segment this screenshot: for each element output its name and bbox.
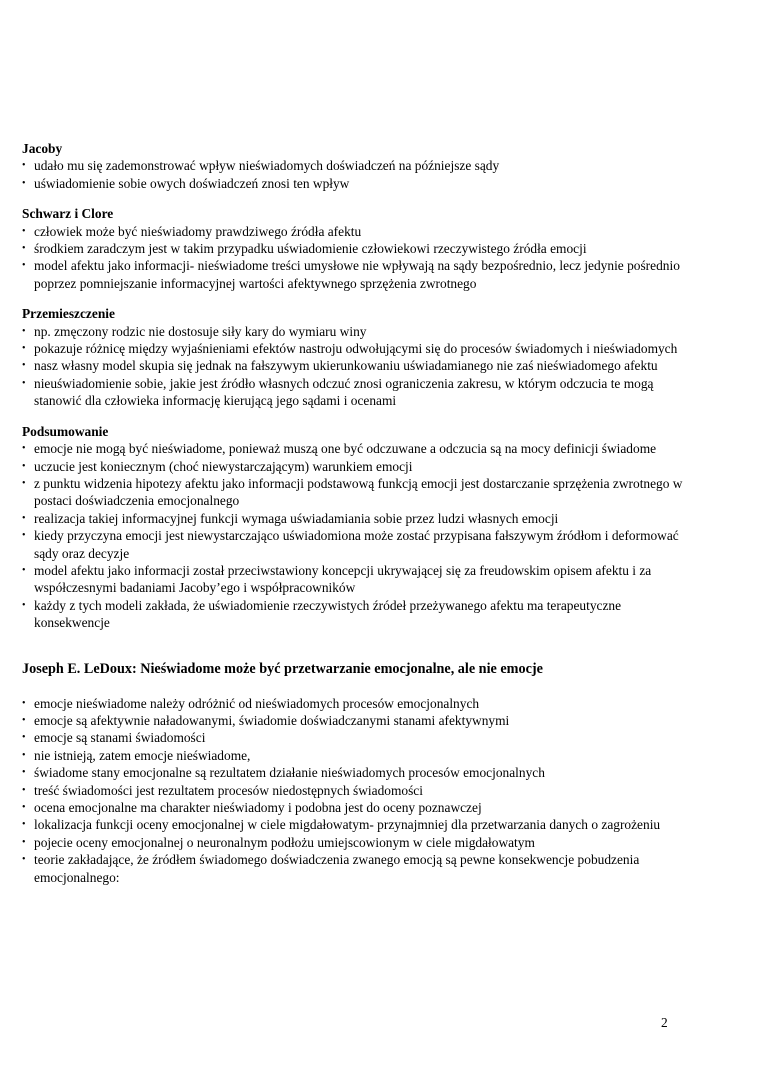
section-jacoby [22, 140, 686, 192]
section-heading: Jacoby [22, 141, 63, 156]
list-item: • lokalizacja funkcji oceny emocjonalnej w ciele migdałowatym- przynajmniej dla przetwarzania danych o zagrożeniu [22, 816, 686, 833]
section-heading: Podsumowanie [22, 423, 109, 439]
bullet-list [22, 223, 686, 293]
list-item: • uświadomienie sobie owych doświadczeń znosi ten wpływ [22, 175, 686, 192]
list-item: • np. zmęczony rodzic nie dostosuje siły kary do wymiaru winy [22, 323, 686, 340]
list-item: • każdy z tych modeli zakłada, że uświadomienie rzeczywistych źródeł przeżywanego afektu ma terapeutyczne konsekwencje [22, 597, 686, 632]
list-item: • emocje są stanami świadomości [22, 729, 686, 746]
list-item: • emocje są afektywnie naładowanymi, świadomie doświadczanymi stanami afektywnymi [22, 712, 686, 729]
bullet-list [22, 157, 686, 192]
list-item: • uczucie jest koniecznym (choć niewystarczającym) warunkiem emocji [22, 458, 686, 475]
bullet-list [22, 323, 686, 410]
page-body [22, 140, 686, 886]
list-item: • ocena emocjonalne ma charakter nieświadomy i podobna jest do oceny poznawczej [22, 799, 686, 816]
list-item: • nasz własny model skupia się jednak na fałszywym ukierunkowaniu uświadamianego nie zaś nieświadomego afektu [22, 357, 686, 374]
list-item: • nie istnieją, zatem emocje nieświadome, [22, 747, 686, 764]
list-item: • pokazuje różnicę między wyjaśnieniami efektów nastroju odwołującymi się do procesów świadomych i nieświadomych [22, 340, 686, 357]
list-item: • teorie zakładające, że źródłem świadomego doświadczenia zwanego emocją są pewne konsekwencje pobudzenia emocjonalnego: [22, 851, 686, 886]
section-schwarz-clore [22, 205, 686, 292]
list-item: • świadome stany emocjonalne są rezultatem działanie nieświadomych procesów emocjonalnych [22, 764, 686, 781]
list-item: • model afektu jako informacji został przeciwstawiony koncepcji ukrywającej się za freudowskim opisem afektu i za współczesnymi badaniami Jacoby’ego i współpracowników [22, 562, 686, 597]
list-item: • treść świadomości jest rezultatem procesów niedostępnych świadomości [22, 782, 686, 799]
section-heading: Schwarz i Clore [22, 206, 114, 222]
list-item: • kiedy przyczyna emocji jest niewystarczająco uświadomiona może zostać przypisana fałszywym źródłom i deformować sądy oraz decyzje [22, 527, 686, 562]
list-item: • realizacja takiej informacyjnej funkcji wymaga uświadamiania sobie przez ludzi własnych emocji [22, 510, 686, 527]
ledoux-section-title: Joseph E. LeDoux: Nieświadome może być przetwarzanie emocjonalne, ale nie emocje [22, 660, 543, 677]
list-item: • emocje nieświadome należy odróżnić od nieświadomych procesów emocjonalnych [22, 695, 686, 712]
list-item: • człowiek może być nieświadomy prawdziwego źródła afektu [22, 223, 686, 240]
list-item: • nieuświadomienie sobie, jakie jest źródło własnych odczuć znosi ograniczenia zakresu, w którym odczucia te mogą stanowić dla człowieka informację kierującą jego sądami i ocenami [22, 375, 686, 410]
section-podsumowanie [22, 423, 686, 632]
bullet-list [22, 440, 686, 631]
ledoux-bullet-list [22, 695, 686, 886]
page-number: 2 [661, 1015, 668, 1030]
list-item: • środkiem zaradczym jest w takim przypadku uświadomienie człowiekowi rzeczywistego źródła emocji [22, 240, 686, 257]
list-item: • udało mu się zademonstrować wpływ nieświadomych doświadczeń na późniejsze sądy [22, 157, 686, 174]
list-item: • pojecie oceny emocjonalnej o neuronalnym podłożu umiejscowionym w ciele migdałowatym [22, 834, 686, 851]
section-heading: Przemieszczenie [22, 306, 115, 322]
list-item: • emocje nie mogą być nieświadome, ponieważ muszą one być odczuwane a odczucia są na mocy definicji świadome [22, 440, 686, 457]
section-przemieszczenie [22, 305, 686, 409]
list-item: • model afektu jako informacji- nieświadome treści umysłowe nie wpływają na sądy bezpośrednio, lecz jedynie pośrednio poprzez pomniejszanie informacyjnej wartości afektywnego sprzężenia zwrotnego [22, 257, 686, 292]
list-item: • z punktu widzenia hipotezy afektu jako informacji podstawową funkcją emocji jest dostarczanie sprzężenia zwrotnego w postaci doświadczenia emocjonalnego [22, 475, 686, 510]
